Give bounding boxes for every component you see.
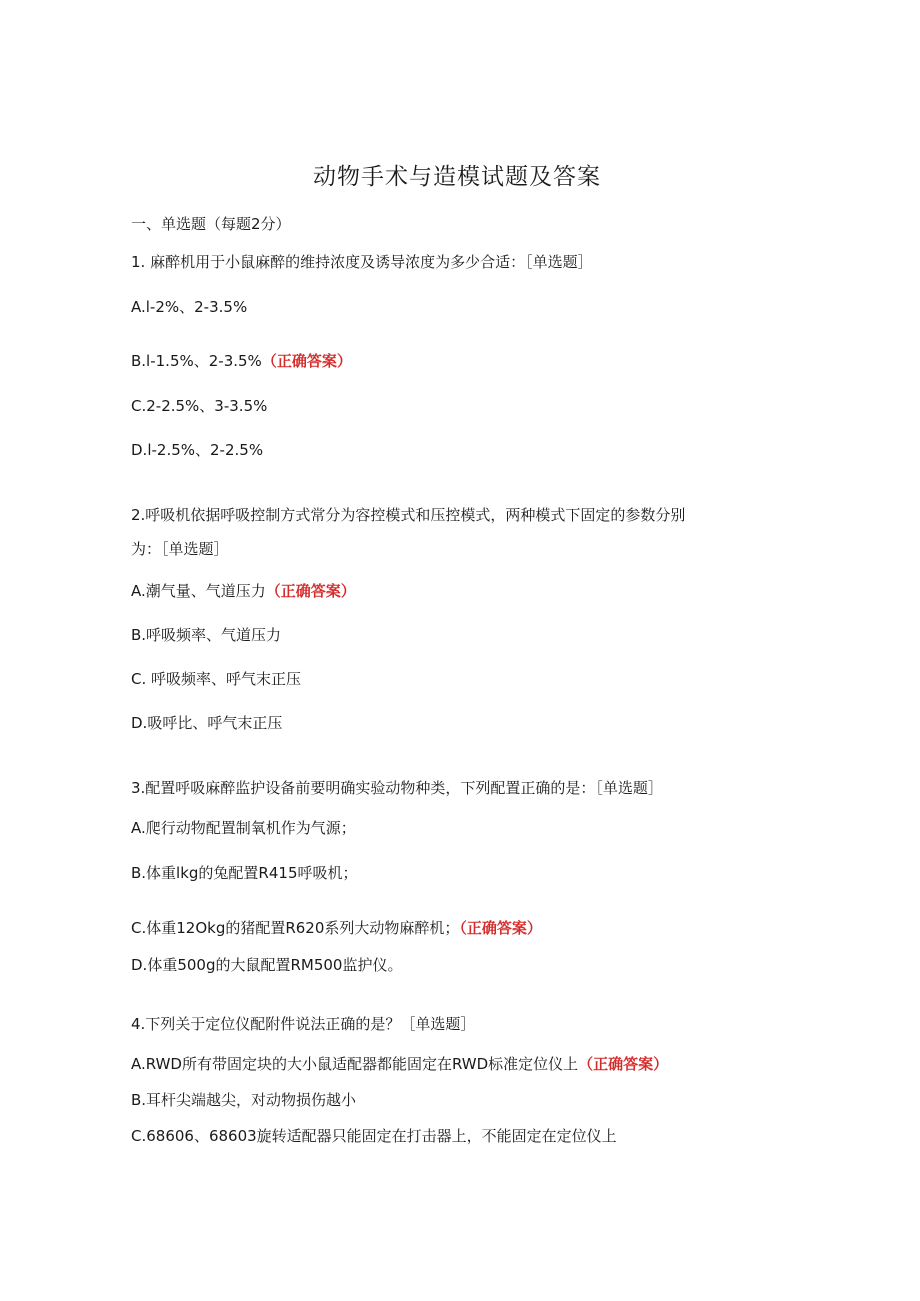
question-4-option-a — [131, 1054, 668, 1074]
question-2-stem-line-1: 2.呼吸机依据呼吸控制方式常分为容控模式和压控模式，两种模式下固定的参数分别 — [131, 506, 686, 524]
question-2-option-c — [131, 669, 301, 689]
option-text: A.l-2%、2-3.5% — [131, 298, 248, 316]
question-4-stem: 4.下列关于定位仪配附件说法正确的是？［单选题］ — [131, 1015, 476, 1033]
question-3-stem: 3.配置呼吸麻醉监护设备前要明确实验动物种类，下列配置正确的是：［单选题］ — [131, 779, 663, 797]
question-2-option-b — [131, 625, 281, 645]
option-text: A.潮气量、气道压力 — [131, 582, 266, 600]
option-text: C. 呼吸频率、呼气末正压 — [131, 670, 302, 688]
option-text: B.耳杆尖端越尖，对动物损伤越小 — [131, 1091, 357, 1109]
question-2-stem-line-2: 为：［单选题］ — [131, 540, 229, 558]
option-text: C.68606、68603旋转适配器只能固定在打击器上，不能固定在定位仪上 — [131, 1127, 617, 1145]
option-text: D.体重500g的大鼠配置RM500监护仪。 — [131, 956, 403, 974]
document-title: 动物手术与造模试题及答案 — [313, 164, 601, 190]
question-4-option-b — [131, 1090, 356, 1110]
correct-answer-mark: （正确答案） — [265, 582, 356, 600]
option-text: D.l-2.5%、2-2.5% — [131, 441, 264, 459]
question-1-option-a — [131, 297, 247, 317]
option-text: A.爬行动物配置制氧机作为气源； — [131, 819, 356, 837]
question-1-option-b — [131, 351, 352, 371]
section-heading: 一、单选题（每题2分） — [131, 215, 291, 233]
option-text: A.RWD所有带固定块的大小鼠适配器都能固定在RWD标准定位仪上 — [131, 1055, 579, 1073]
question-3-option-b — [131, 863, 358, 883]
correct-answer-mark: （正确答案） — [261, 352, 352, 370]
question-4-option-c — [131, 1126, 617, 1146]
option-text: C.体重12Okg的猪配置R620系列大动物麻醉机； — [131, 919, 460, 937]
correct-answer-mark: （正确答案） — [578, 1055, 669, 1073]
question-1-option-d — [131, 440, 263, 460]
question-3-option-d — [131, 955, 402, 975]
question-1-option-c — [131, 396, 267, 416]
question-2-option-a — [131, 581, 356, 601]
option-text: D.吸呼比、呼气末正压 — [131, 714, 283, 732]
question-3-option-a — [131, 818, 356, 838]
option-text: B.呼吸频率、气道压力 — [131, 626, 282, 644]
option-text: B.体重lkg的兔配置R415呼吸机； — [131, 864, 358, 882]
option-text: C.2-2.5%、3-3.5% — [131, 397, 268, 415]
correct-answer-mark: （正确答案） — [459, 919, 542, 937]
option-text: B.l-1.5%、2-3.5% — [131, 352, 262, 370]
question-1-stem: 1. 麻醉机用于小鼠麻醉的维持浓度及诱导浓度为多少合适：［单选题］ — [131, 253, 593, 271]
question-2-option-d — [131, 713, 282, 733]
question-3-option-c — [131, 918, 542, 938]
